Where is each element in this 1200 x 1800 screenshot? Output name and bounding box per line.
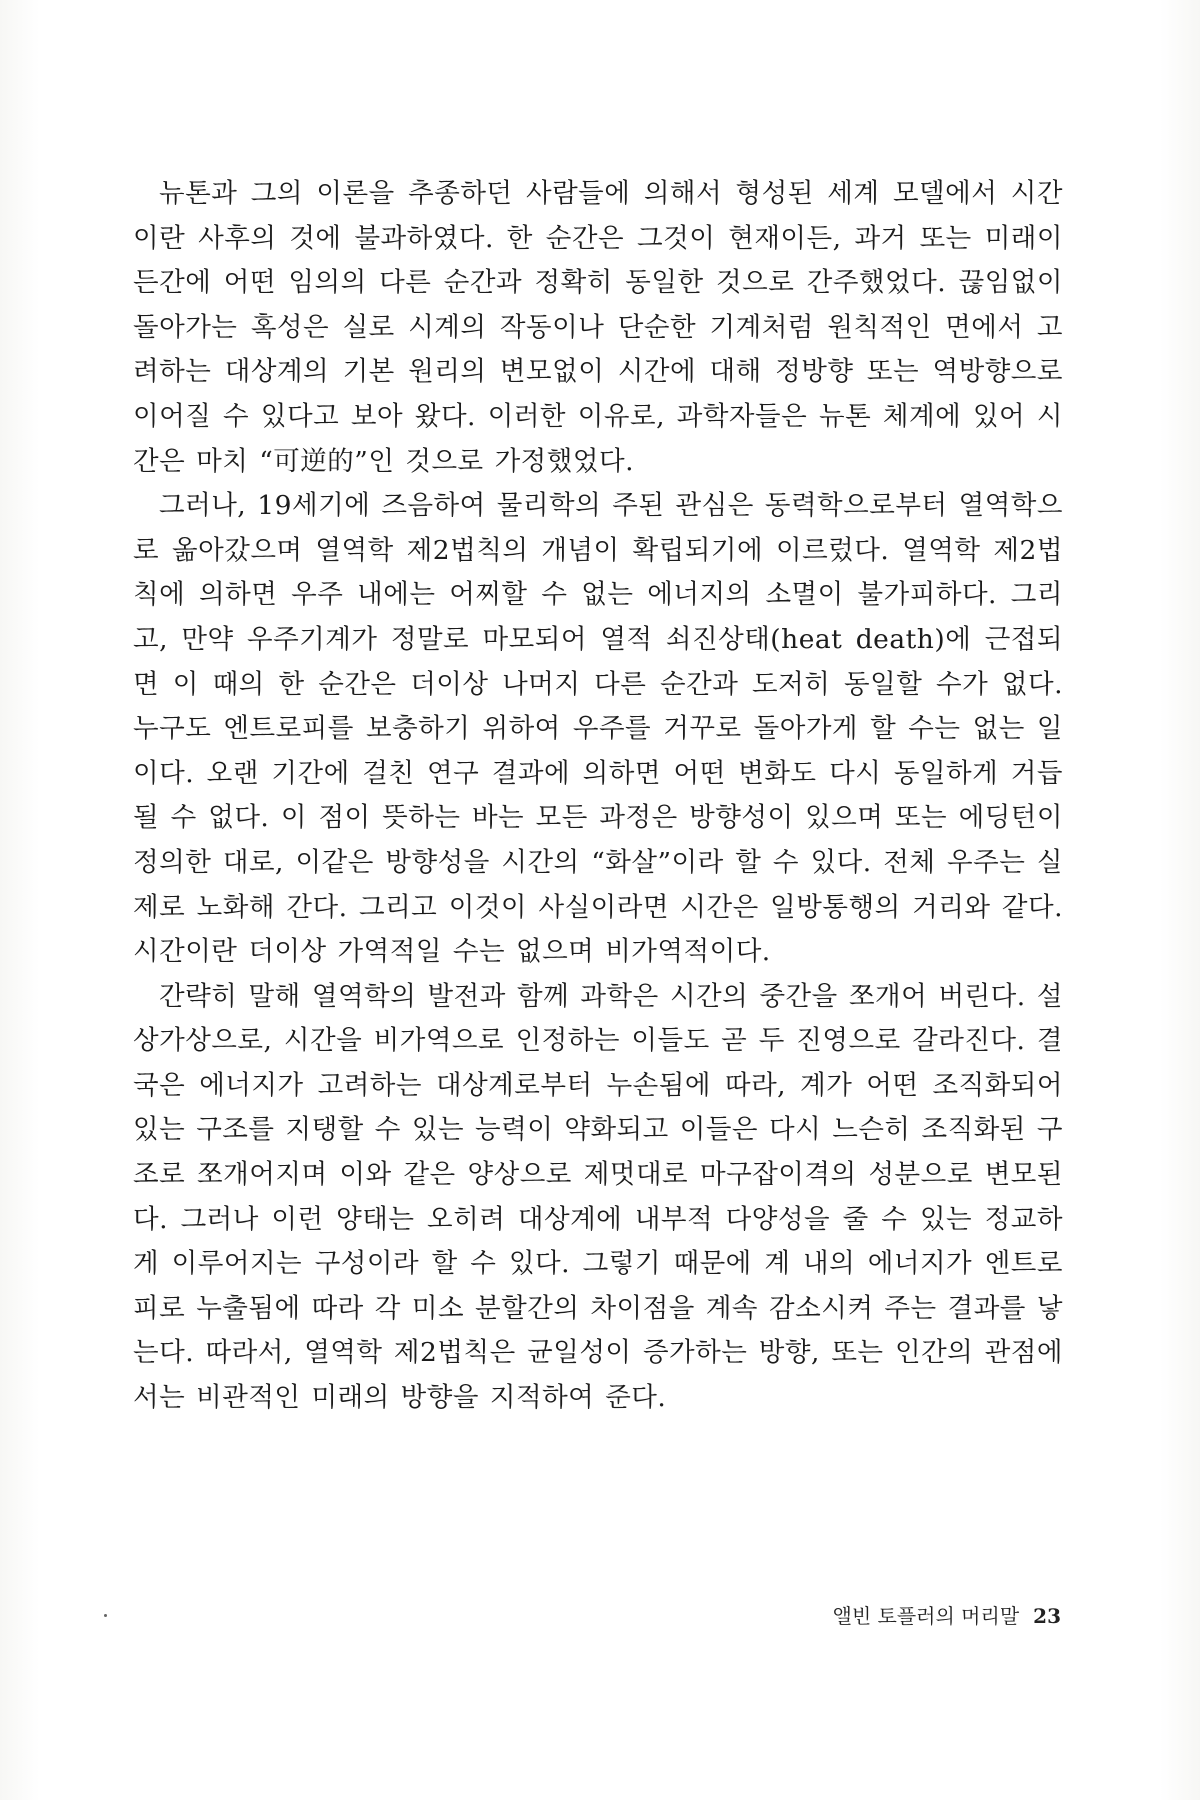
page-number: 23 — [1033, 1604, 1061, 1628]
paragraph-2: 그러나, 19세기에 즈음하여 물리학의 주된 관심은 동력학으로부터 열역학으로 옮아갔으며 열역학 제2법칙의 개념이 확립되기에 이르렀다. 열역학 제2법칙에 의하면 우주 내에는 어찌할 수 없는 에너지의 소멸이 불가피하다. 그리고, 만약 우주기계가 정말로 마모되어 열적 쇠진상태(heat death)에 근접되면 이 때의 한 순간은 더이상 나머지 다른 순간과 도저히 동일할 수가 없다. 누구도 엔트로피를 보충하기 위하여 우주를 거꾸로 돌아가게 할 수는 없는 일이다. 오랜 기간에 걸친 연구 결과에 의하면 어떤 변화도 다시 동일하게 거듭될 수 없다. 이 점이 뜻하는 바는 모든 과정은 방향성이 있으며 또는 에딩턴이 정의한 대로, 이같은 방향성을 시간의 “화살”이라 할 수 있다. 전체 우주는 실제로 노화해 간다. 그리고 이것이 사실이라면 시간은 일방통행의 거리와 같다. 시간이란 더이상 가역적일 수는 없으며 비가역적이다. — [133, 490, 1063, 968]
body-text — [133, 172, 1063, 1421]
running-title: 앨빈 토플러의 머리말 — [832, 1604, 1020, 1628]
paragraph-3: 간략히 말해 열역학의 발전과 함께 과학은 시간의 중간을 쪼개어 버린다. 설상가상으로, 시간을 비가역으로 인정하는 이들도 곧 두 진영으로 갈라진다. 결국은 에너지가 고려하는 대상계로부터 누손됨에 따라, 계가 어떤 조직화되어 있는 구조를 지탱할 수 있는 능력이 약화되고 이들은 다시 느슨히 조직화된 구조로 쪼개어지며 이와 같은 양상으로 제멋대로 마구잡이격의 성분으로 변모된다. 그러나 이런 양태는 오히려 대상계에 내부적 다양성을 줄 수 있는 정교하게 이루어지는 구성이라 할 수 있다. 그렇기 때문에 계 내의 에너지가 엔트로피로 누출됨에 따라 각 미소 분할간의 차이점을 계속 감소시켜 주는 결과를 낳는다. 따라서, 열역학 제2법칙은 균일성이 증가하는 방향, 또는 인간의 관점에서는 비관적인 미래의 방향을 지적하여 준다. — [133, 980, 1063, 1414]
page-footer — [0, 1602, 1061, 1630]
paragraph-1: 뉴톤과 그의 이론을 추종하던 사람들에 의해서 형성된 세계 모델에서 시간이란 사후의 것에 불과하였다. 한 순간은 그것이 현재이든, 과거 또는 미래이든간에 어떤 임의의 다른 순간과 정확히 동일한 것으로 간주했었다. 끊임없이 돌아가는 혹성은 실로 시계의 작동이나 단순한 기계처럼 원칙적인 면에서 고려하는 대상계의 기본 원리의 변모없이 시간에 대해 정방향 또는 역방향으로 이어질 수 있다고 보아 왔다. 이러한 이유로, 과학자들은 뉴톤 체계에 있어 시간은 마치 “可逆的”인 것으로 가정했었다. — [133, 178, 1063, 477]
